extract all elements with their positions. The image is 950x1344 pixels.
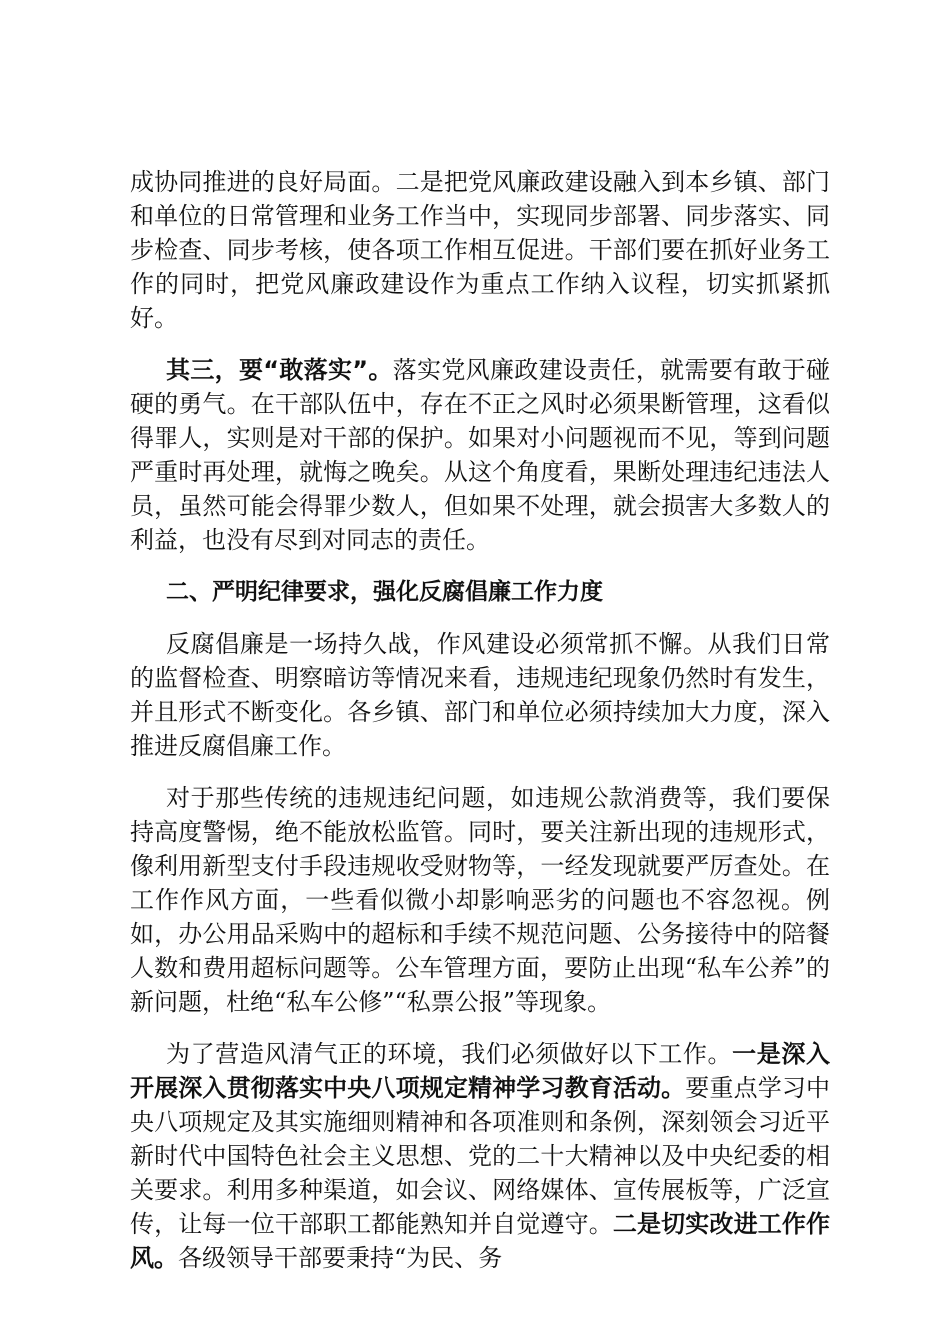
section-heading-2: 二、严明纪律要求，强化反腐倡廉工作力度 [166, 579, 603, 605]
paragraph-5-text-c: 各级领导干部要秉持“为民、务 [178, 1244, 503, 1272]
paragraph-2-text: 落实党风廉政建设责任，就需要有敢于碰硬的勇气。在干部队伍中，存在不正之风时必须果断管理，这看似得罪人，实则是对干部的保护。如果对小问题视而不见，等到问题严重时再处理，就悔之晚矣。从这个角度看，果断处理违纪违法人员，虽然可能会得罪少数人，但如果不处理，就会损害大多数人的利益，也没有尽到对同志的责任。 [130, 356, 831, 554]
paragraph-5-bold-b: 二是切实改进工作作风。 [130, 1210, 831, 1272]
paragraph-5-text-b: 要重点学习中央八项规定及其实施细则精神和各项准则和条例，深刻领会习近平新时代中国特色社会主义思想、党的二十大精神以及中央纪委的相关要求。利用多种渠道，如会议、网络媒体、宣传展板等，广泛宣传，让每一位干部职工都能熟知并自觉遵守。 [130, 1074, 831, 1238]
paragraph-2-lead: 其三，要“敢落实”。 [166, 356, 393, 384]
paragraph-3-text: 反腐倡廉是一场持久战，作风建设必须常抓不懈。从我们日常的监督检查、明察暗访等情况来看，违规违纪现象仍然时有发生，并且形式不断变化。各乡镇、部门和单位必须持续加大力度，深入推进反腐倡廉工作。 [130, 630, 830, 760]
paragraph-2 [130, 353, 830, 557]
paragraph-5-text-a: 为了营造风清气正的环境，我们必须做好以下工作。 [166, 1040, 733, 1068]
paragraph-1 [130, 165, 830, 335]
paragraph-3 [130, 627, 830, 763]
paragraph-5-bold-a: 一是深入开展深入贯彻落实中央八项规定精神学习教育活动。 [130, 1040, 831, 1102]
paragraph-5 [130, 1037, 830, 1275]
paragraph-4-text: 对于那些传统的违规违纪问题，如违规公款消费等，我们要保持高度警惕，绝不能放松监管。同时，要关注新出现的违规形式，像利用新型支付手段违规收受财物等，一经发现就要严厉查处。在工作作风方面，一些看似微小却影响恶劣的问题也不容忽视。例如，办公用品采购中的超标和手续不规范问题、公务接待中的陪餐人数和费用超标问题等。公车管理方面，要防止出现“私车公养”的新问题，杜绝“私车公修”“私票公报”等现象。 [130, 784, 830, 1016]
document-body [130, 165, 830, 1293]
paragraph-4 [130, 781, 830, 1019]
paragraph-1-text: 成协同推进的良好局面。二是把党风廉政建设融入到本乡镇、部门和单位的日常管理和业务工作当中，实现同步部署、同步落实、同步检查、同步考核，使各项工作相互促进。干部们要在抓好业务工作的同时，把党风廉政建设作为重点工作纳入议程，切实抓紧抓好。 [130, 168, 830, 332]
